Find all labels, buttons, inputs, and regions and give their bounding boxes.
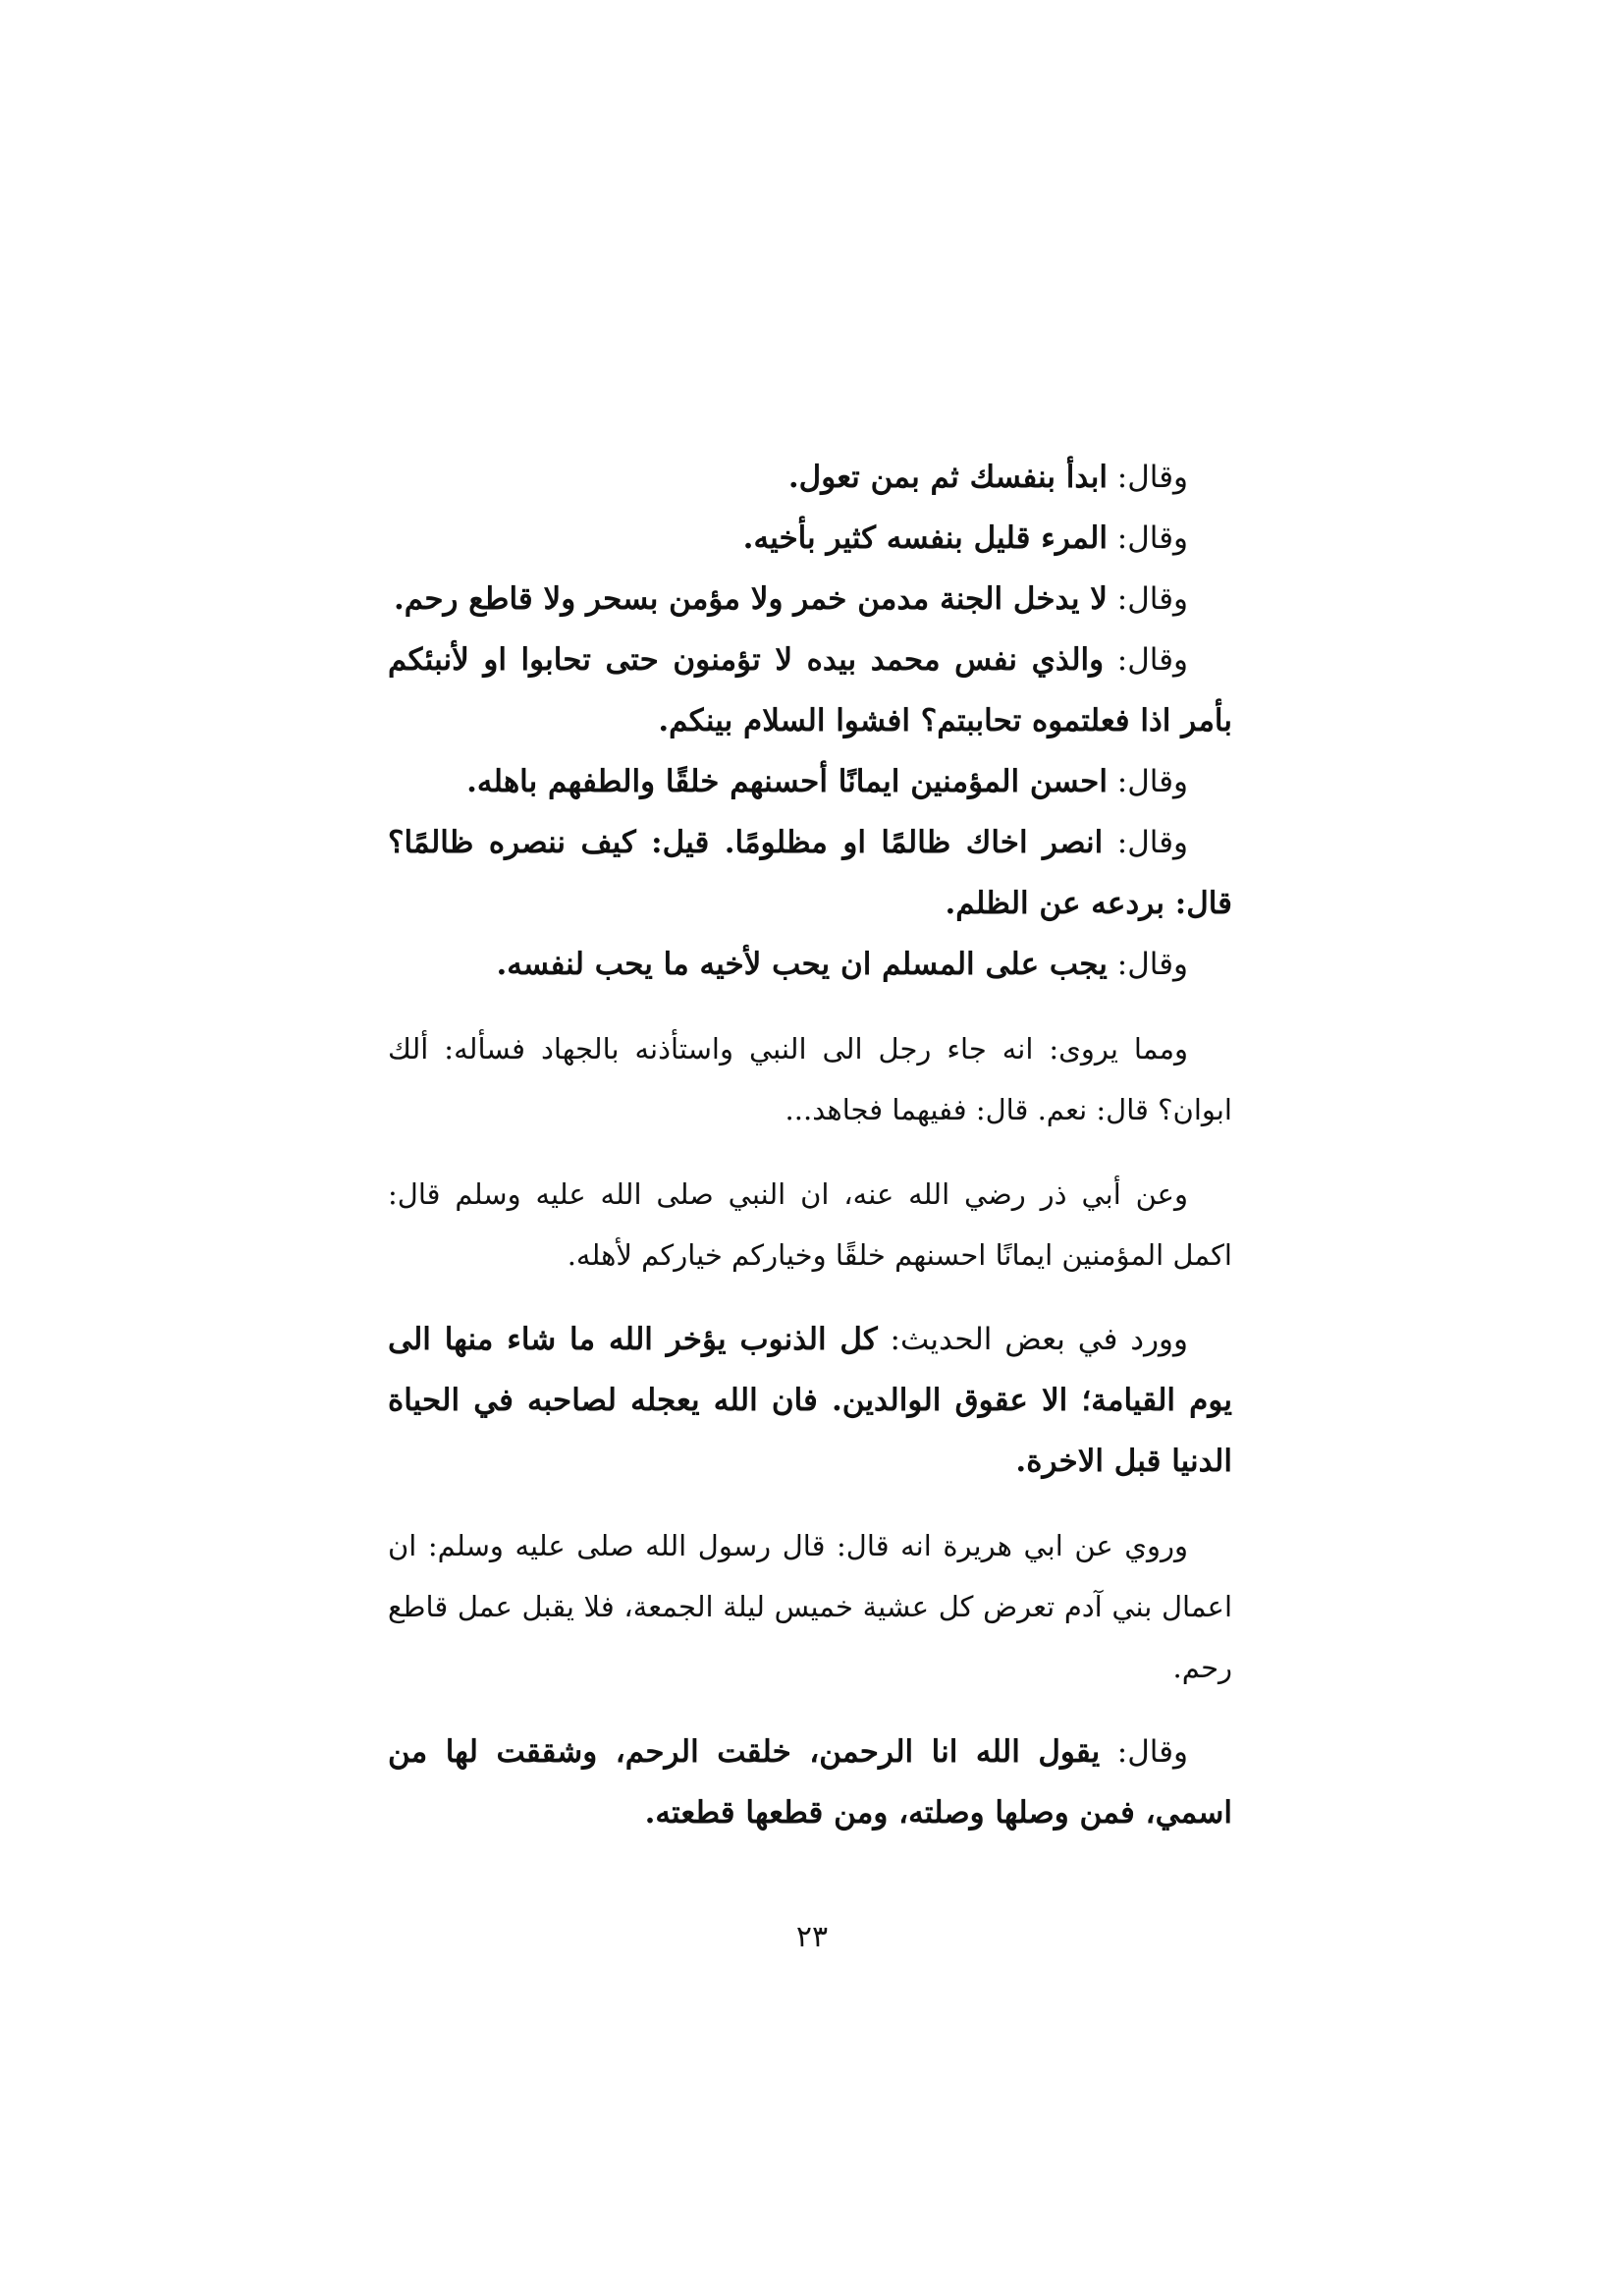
paragraph-lead: وقال: bbox=[1107, 520, 1188, 556]
paragraph-lead: وقال: bbox=[1107, 764, 1188, 799]
paragraph bbox=[388, 508, 1232, 569]
hadith-quote: يجب على المسلم ان يحب لأخيه ما يحب لنفسه. bbox=[496, 947, 1108, 982]
hadith-quote: انصر اخاك ظالمًا او مظلومًا. قيل: كيف ننصره ظالمًا؟ قال: بردعه عن الظلم. bbox=[388, 825, 1232, 921]
paragraph bbox=[388, 1309, 1232, 1492]
paragraph bbox=[388, 1722, 1232, 1843]
paragraph-lead: وقال: bbox=[1107, 581, 1188, 617]
hadith-quote: لا يدخل الجنة مدمن خمر ولا مؤمن بسحر ولا قاطع رحم. bbox=[393, 581, 1108, 617]
narration-text: وعن أبي ذر رضي الله عنه، ان النبي صلى الله عليه وسلم قال: اكمل المؤمنين ايمانًا احسنهم خلقًا وخياركم خياركم لأهله. bbox=[388, 1177, 1232, 1272]
paragraph bbox=[388, 751, 1232, 812]
narration-paragraph bbox=[388, 1515, 1232, 1698]
narration-text: ومما يروى: انه جاء رجل الى النبي واستأذنه بالجهاد فسأله: ألك ابوان؟ قال: نعم. قال: ففيهما فجاهد... bbox=[388, 1032, 1232, 1126]
hadith-quote: والذي نفس محمد بيده لا تؤمنون حتى تحابوا او لأنبئكم بأمر اذا فعلتموه تحاببتم؟ افشوا السلام بينكم. bbox=[388, 642, 1232, 738]
paragraph bbox=[388, 569, 1232, 629]
narration-text: وروي عن ابي هريرة انه قال: قال رسول الله صلى عليه وسلم: ان اعمال بني آدم تعرض كل عشية خميس ليلة الجمعة، فلا يقبل عمل قاطع رحم. bbox=[388, 1529, 1232, 1684]
paragraph-lead: وقال: bbox=[1104, 642, 1188, 678]
paragraph bbox=[388, 934, 1232, 995]
paragraph-lead: وقال: bbox=[1103, 825, 1188, 860]
page-number: ٢٣ bbox=[795, 1920, 829, 1954]
paragraph bbox=[388, 629, 1232, 751]
hadith-quote: كل الذنوب يؤخر الله ما شاء منها الى يوم القيامة؛ الا عقوق الوالدين. فان الله يعجله لصاحبه في الحياة الدنيا قبل الاخرة. bbox=[388, 1322, 1232, 1479]
hadith-quote: يقول الله انا الرحمن، خلقت الرحم، وشققت لها من اسمي، فمن وصلها وصلته، ومن قطعها قطعته. bbox=[388, 1734, 1232, 1831]
hadith-quote: ابدأ بنفسك ثم بمن تعول. bbox=[787, 460, 1108, 495]
paragraph-lead: وورد في بعض الحديث: bbox=[877, 1322, 1188, 1357]
paragraph-lead: وقال: bbox=[1107, 460, 1188, 495]
paragraph bbox=[388, 447, 1232, 508]
paragraph bbox=[388, 812, 1232, 934]
paragraph-lead: وقال: bbox=[1100, 1734, 1188, 1770]
hadith-quote: المرء قليل بنفسه كثير بأخيه. bbox=[742, 520, 1108, 556]
paragraph-lead: وقال: bbox=[1107, 947, 1188, 982]
hadith-quote: احسن المؤمنين ايمانًا أحسنهم خلقًا والطفهم باهله. bbox=[466, 764, 1108, 799]
narration-paragraph bbox=[388, 1018, 1232, 1140]
narration-paragraph bbox=[388, 1164, 1232, 1285]
page-body bbox=[388, 447, 1232, 1843]
